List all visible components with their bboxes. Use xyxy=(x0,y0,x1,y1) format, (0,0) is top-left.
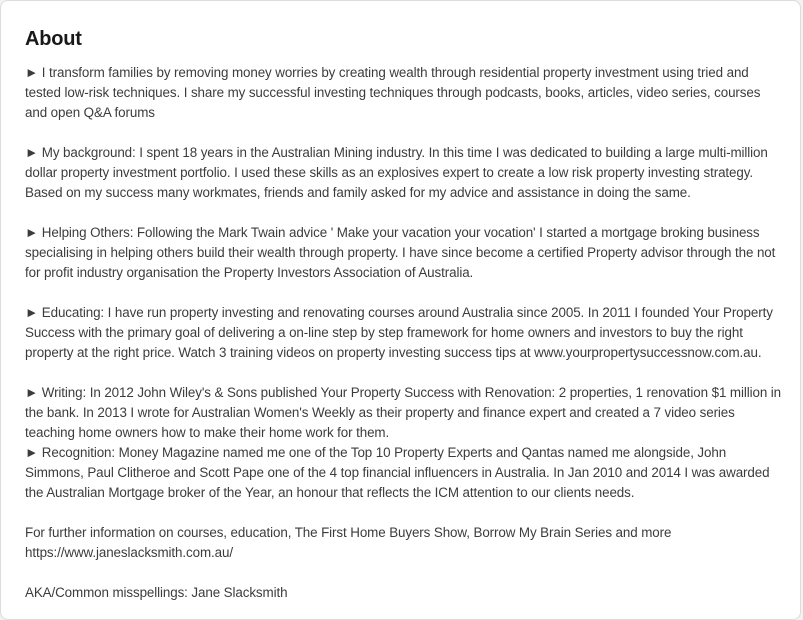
paragraph-further-info: For further information on courses, education, The First Home Buyers Show, Borrow My Brain Series and more https://www.janeslacksmith.com.au/ xyxy=(25,525,672,560)
paragraph-educating: ► Educating: I have run property investing and renovating courses around Australia since 2005. In 2011 I founded Your Property Success with the primary goal of delivering a on-line step by step framework for home owners and investors to buy the right property at the right price. Watch 3 training videos on property investing success tips at www.yourpropertysuccessnow.com.au. xyxy=(25,305,773,360)
paragraph-spacer xyxy=(25,503,785,523)
paragraph-helping-others: ► Helping Others: Following the Mark Twain advice ' Make your vacation your vocation' I started a mortgage broking business specialising in helping others build their wealth through property. I have since become a certified Property advisor through the not for profit industry organisation the Property Investors Association of Australia. xyxy=(25,225,776,280)
paragraph-writing: ► Writing: In 2012 John Wiley's & Sons published Your Property Success with Renovation: 2 properties, 1 renovation $1 million in the bank. In 2013 I wrote for Australian Women's Weekly as their property and finance expert and created a 7 video series teaching home owners how to make their home work for them. xyxy=(25,385,782,440)
about-text xyxy=(25,63,785,603)
section-title: About xyxy=(25,28,82,50)
paragraph-spacer xyxy=(25,363,785,383)
paragraph-spacer xyxy=(25,123,785,143)
paragraph-spacer xyxy=(25,203,785,223)
paragraph-background: ► My background: I spent 18 years in the Australian Mining industry. In this time I was dedicated to building a large multi-million dollar property investment portfolio. I used these skills as an explosives expert to create a low risk property investing strategy. Based on my success many workmates, friends and family asked for my advice and assistance in doing the same. xyxy=(25,145,768,200)
paragraph-spacer xyxy=(25,563,785,583)
paragraph-recognition: ► Recognition: Money Magazine named me one of the Top 10 Property Experts and Qantas named me alongside, John Simmons, Paul Clitheroe and Scott Pape one of the 4 top financial influencers in Australia. In Jan 2010 and 2014 I was awarded the Australian Mortgage broker of the Year, an honour that reflects the ICM attention to our clients needs. xyxy=(25,445,770,500)
paragraph-aka: AKA/Common misspellings: Jane Slacksmith xyxy=(25,585,288,600)
paragraph-spacer xyxy=(25,283,785,303)
paragraph-intro: ► I transform families by removing money worries by creating wealth through residential property investment using tried and tested low-risk techniques. I share my successful investing techniques through podcasts, books, articles, video series, courses and open Q&A forums xyxy=(25,65,761,120)
